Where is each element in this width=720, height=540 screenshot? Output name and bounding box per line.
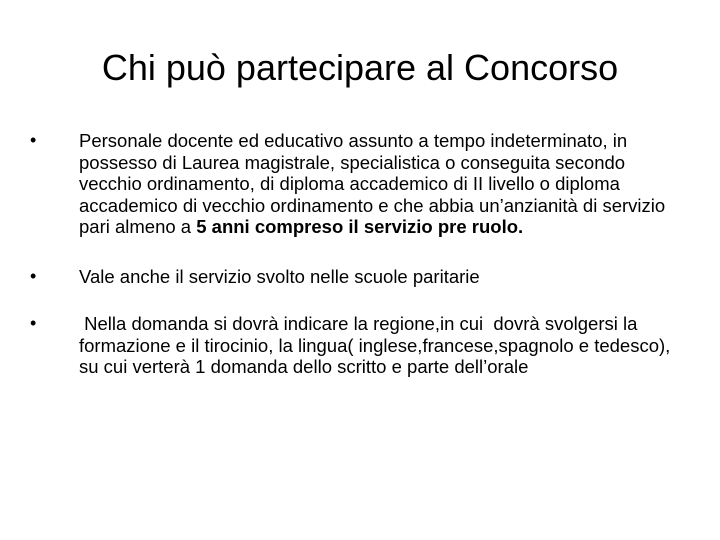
bullet-emphasis-years: 5 anni (196, 216, 250, 237)
bullet-icon: • (30, 265, 37, 286)
bullet-item-eligibility (30, 130, 690, 238)
bullet-list (30, 130, 690, 378)
bullet-icon: • (30, 313, 37, 333)
bullet-icon: • (30, 130, 37, 150)
bullet-item-domanda (30, 313, 690, 378)
bullet-text: Nella domanda si dovrà indicare la regione,in cui dovrà svolgersi la formazione e il tirocinio, la lingua( inglese,francese,spagnolo e tedesco), su cui verterà 1 domanda dello scritto e parte dell’orale (79, 313, 676, 377)
slide-title: Chi può partecipare al Concorso (101, 47, 619, 88)
bullet-emphasis-preruolo: compreso il servizio pre ruolo. (254, 216, 524, 237)
bullet-item-paritarie (30, 266, 690, 288)
bullet-text: Personale docente ed educativo assunto a tempo indeterminato, in possesso di Laurea magistrale, specialistica o conseguita secondo vecchio ordinamento, di diploma accademico di II livello o diploma accademico di vecchio ordinamento e che abbia un’anzianità di servizio pari almeno a (79, 130, 666, 237)
bullet-text: Vale anche il servizio svolto nelle scuole paritarie (79, 265, 480, 287)
